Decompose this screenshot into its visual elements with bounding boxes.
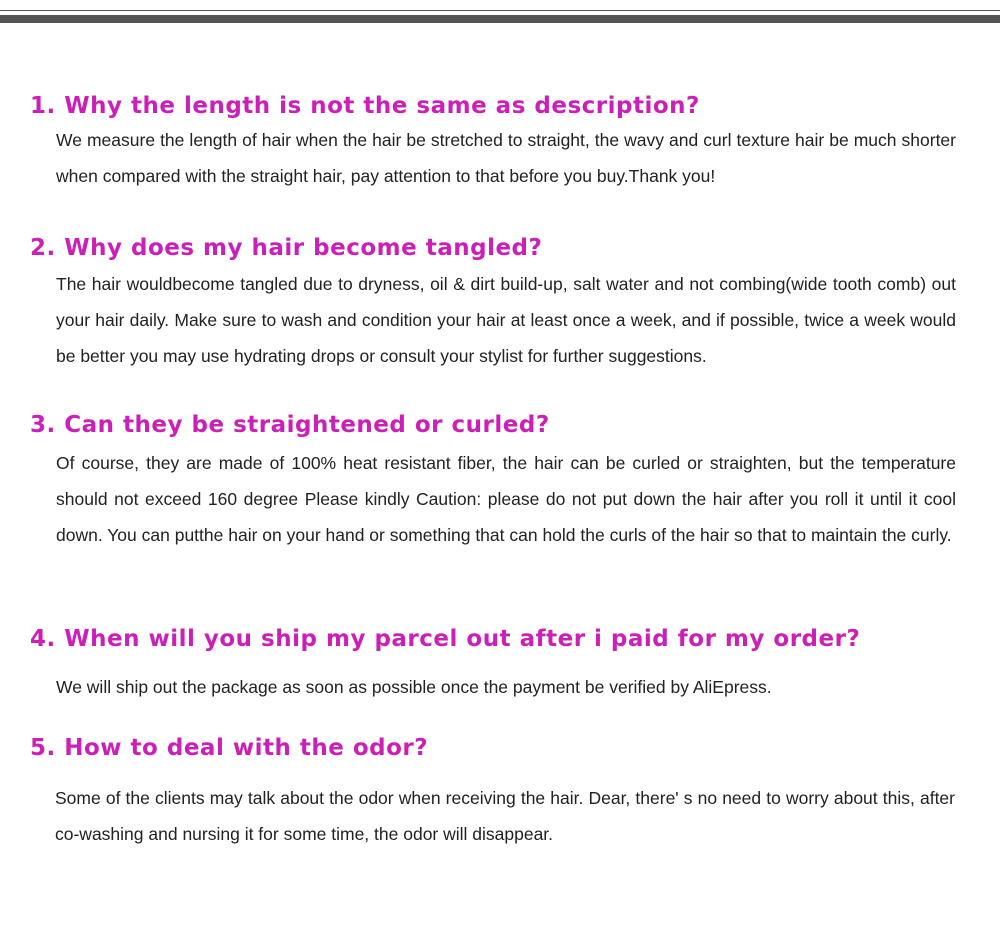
faq-answer-5: Some of the clients may talk about the odor when receiving the hair. Dear, there' s no need to worry about this, after co-washing and nursing it for some time, the odor will disappear. — [55, 788, 955, 844]
faq-question-2: 2. Why does my hair become tangled? — [30, 235, 543, 261]
faq-answer-2: The hair wouldbecome tangled due to dryness, oil & dirt build-up, salt water and not combing(wide tooth comb) out your hair daily. Make sure to wash and condition your hair at least once a week, and if possible, twice a week would be better you may use hydrating drops or consult your stylist for further suggestions. — [56, 274, 956, 366]
faq-question-1: 1. Why the length is not the same as description? — [30, 93, 700, 119]
faq-answer-1: We measure the length of hair when the hair be stretched to straight, the wavy and curl texture hair be much shorter when compared with the straight hair, pay attention to that before you buy.Thank you! — [56, 130, 956, 186]
faq-question-3: 3. Can they be straightened or curled? — [30, 412, 550, 438]
faq-question-5: 5. How to deal with the odor? — [30, 735, 429, 761]
faq-answer-4: We will ship out the package as soon as possible once the payment be verified by AliEpress. — [56, 677, 772, 697]
top-divider-thick — [0, 15, 1000, 23]
faq-answer-3: Of course, they are made of 100% heat resistant fiber, the hair can be curled or straighten, but the temperature should not exceed 160 degree Please kindly Caution: please do not put down the hair after you roll it until it cool down. You can putthe hair on your hand or something that can hold the curls of the hair so that to maintain the curly. — [56, 453, 956, 545]
top-divider-thin — [0, 10, 1000, 11]
faq-question-4: 4. When will you ship my parcel out after i paid for my order? — [30, 626, 861, 652]
